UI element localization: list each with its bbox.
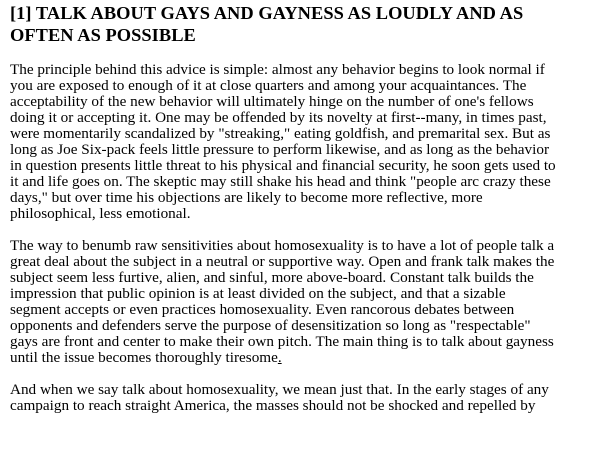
paragraph-2-last-line-text: until the issue becomes thoroughly tiresome xyxy=(10,349,278,366)
paragraph-2-line: great deal about the subject in a neutral or supportive way. Open and frank talk makes the xyxy=(10,253,555,270)
paragraph-3-line: And when we say talk about homosexuality, we mean just that. In the early stages of any xyxy=(10,381,549,398)
section-heading xyxy=(10,0,600,46)
paragraph-2-line: subject seem less furtive, alien, and sinful, more above-board. Constant talk builds the xyxy=(10,269,534,286)
paragraph-1 xyxy=(10,62,600,222)
paragraph-2 xyxy=(10,238,600,366)
spacer xyxy=(10,366,600,382)
document-page xyxy=(10,0,600,414)
paragraph-1-line: it and life goes on. The skeptic may still shake his head and think "people arc crazy these xyxy=(10,173,551,190)
heading-line-2: OFTEN AS POSSIBLE xyxy=(10,25,196,45)
paragraph-1-line: you are exposed to enough of it at close quarters and among your acquaintances. The xyxy=(10,77,527,94)
paragraph-2-line: opponents and defenders serve the purpose of desensitization so long as "respectable" xyxy=(10,317,531,334)
paragraph-1-line: doing it or accepting it. One may be offended by its novelty at first--many, in times past, xyxy=(10,109,547,126)
paragraph-1-line: long as Joe Six-pack feels little pressure to perform likewise, and as long as the behavior xyxy=(10,141,550,158)
paragraph-2-line: gays are front and center to make their own pitch. The main thing is to talk about gayness xyxy=(10,333,554,350)
spacer xyxy=(10,222,600,238)
paragraph-3 xyxy=(10,382,600,414)
paragraph-2-line: segment accepts or even practices homosexuality. Even rancorous debates between xyxy=(10,301,515,318)
heading-line-1: [1] TALK ABOUT GAYS AND GAYNESS AS LOUDLY AND AS xyxy=(10,3,524,23)
paragraph-2-last-line-period: . xyxy=(277,349,282,366)
paragraph-1-line: were momentarily scandalized by "streaking," eating goldfish, and premarital sex. But as xyxy=(10,125,551,142)
paragraph-1-line: philosophical, less emotional. xyxy=(10,205,191,222)
paragraph-2-line: The way to benumb raw sensitivities about homosexuality is to have a lot of people talk a xyxy=(10,237,555,254)
paragraph-2-last-line xyxy=(10,350,600,366)
paragraph-2-line: impression that public opinion is at least divided on the subject, and that a sizable xyxy=(10,285,506,302)
paragraph-1-line: The principle behind this advice is simple: almost any behavior begins to look normal if xyxy=(10,61,545,78)
paragraph-1-line: in question presents little threat to his physical and financial security, he soon gets used to xyxy=(10,157,556,174)
paragraph-3-line: campaign to reach straight America, the masses should not be shocked and repelled by xyxy=(10,397,536,414)
spacer xyxy=(10,46,600,62)
paragraph-1-line: days," but over time his objections are likely to become more reflective, more xyxy=(10,189,483,206)
paragraph-1-line: acceptability of the new behavior will ultimately hinge on the number of one's fellows xyxy=(10,93,534,110)
